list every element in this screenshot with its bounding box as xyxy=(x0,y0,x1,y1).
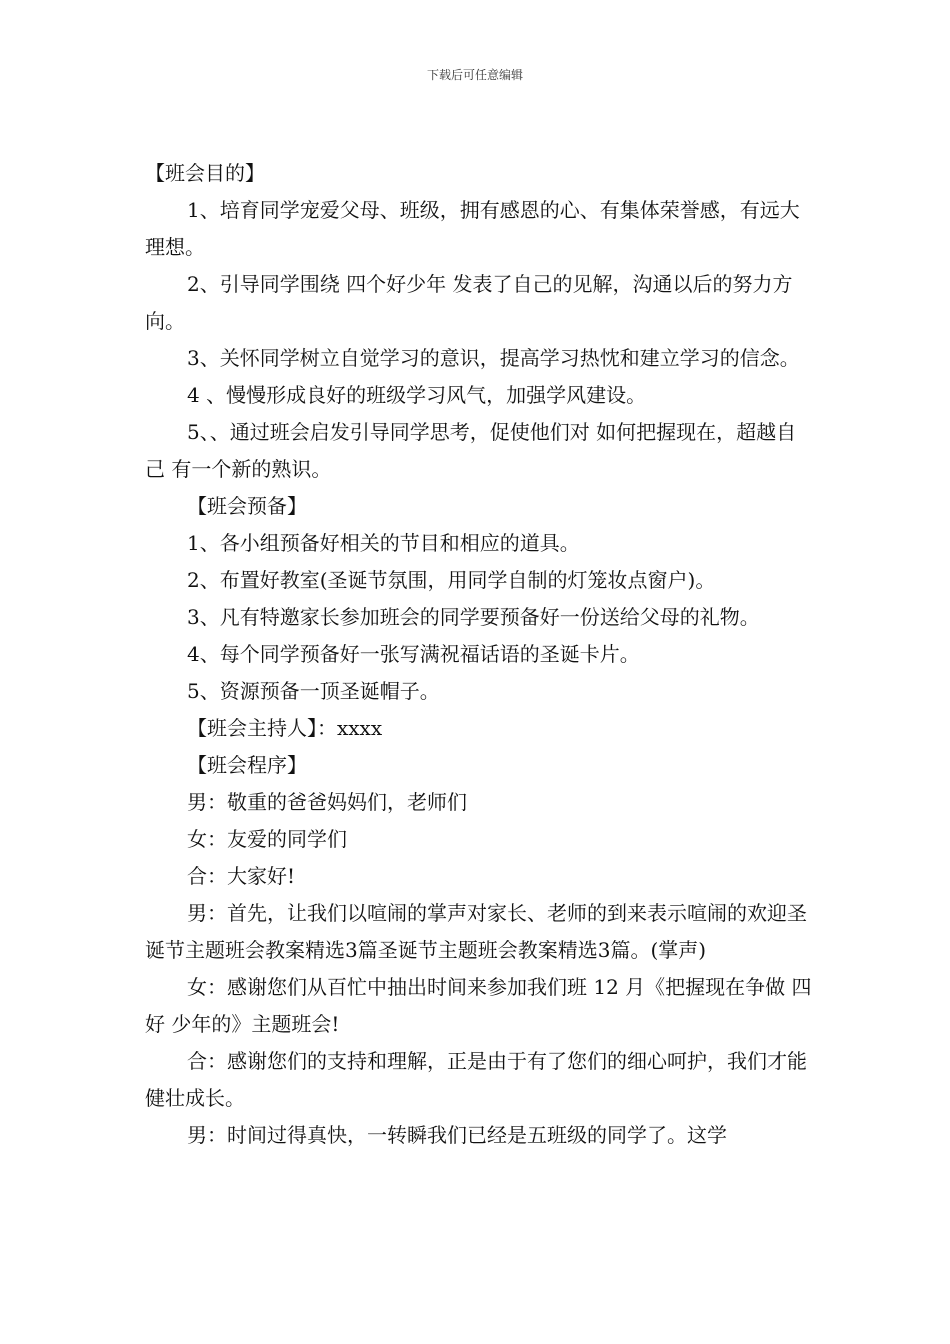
section-heading-preparation: 【班会预备】 xyxy=(187,494,307,518)
paragraph: 1、各小组预备好相关的节目和相应的道具。 xyxy=(187,531,580,555)
section-heading-procedure: 【班会程序】 xyxy=(187,753,307,777)
paragraph: 1、培育同学宠爱父母、班级，拥有感恩的心、有集体荣誉感，有远大理想。 xyxy=(145,198,800,259)
dialogue-line: 男：首先，让我们以喧闹的掌声对家长、老师的到来表示喧闹的欢迎圣诞节主题班会教案精选3篇圣诞节主题班会教案精选3篇。(掌声) xyxy=(145,901,807,962)
header-note: 下载后可任意编辑 xyxy=(426,68,523,82)
dialogue-line: 女：友爱的同学们 xyxy=(187,827,347,851)
paragraph: 3、凡有特邀家长参加班会的同学要预备好一份送给父母的礼物。 xyxy=(187,605,760,629)
paragraph: 2、布置好教室(圣诞节氛围，用同学自制的灯笼妆点窗户)。 xyxy=(187,568,716,592)
document-body xyxy=(145,155,815,1154)
dialogue-line: 男：敬重的爸爸妈妈们，老师们 xyxy=(187,790,467,814)
paragraph: 2、引导同学围绕 四个好少年 发表了自己的见解，沟通以后的努力方向。 xyxy=(145,272,793,333)
dialogue-line: 合：大家好! xyxy=(187,864,296,888)
section-heading-purpose: 【班会目的】 xyxy=(145,161,265,185)
section-heading-host: 【班会主持人】：xxxx xyxy=(187,716,383,740)
dialogue-line: 男：时间过得真快，一转瞬我们已经是五班级的同学了。这学 xyxy=(187,1123,727,1147)
paragraph: 5、资源预备一顶圣诞帽子。 xyxy=(187,679,440,703)
paragraph: 4 、慢慢形成良好的班级学习风气，加强学风建设。 xyxy=(187,383,647,407)
dialogue-line: 合：感谢您们的支持和理解，正是由于有了您们的细心呵护，我们才能健壮成长。 xyxy=(145,1049,807,1110)
paragraph: 3、关怀同学树立自觉学习的意识，提高学习热忱和建立学习的信念。 xyxy=(187,346,800,370)
dialogue-line: 女：感谢您们从百忙中抽出时间来参加我们班 12 月《把握现在争做 四好 少年的》主题班会! xyxy=(145,975,812,1036)
paragraph: 4、每个同学预备好一张写满祝福话语的圣诞卡片。 xyxy=(187,642,640,666)
paragraph: 5、、通过班会启发引导同学思考，促使他们对 如何把握现在，超越自己 有一个新的熟识。 xyxy=(145,420,797,481)
